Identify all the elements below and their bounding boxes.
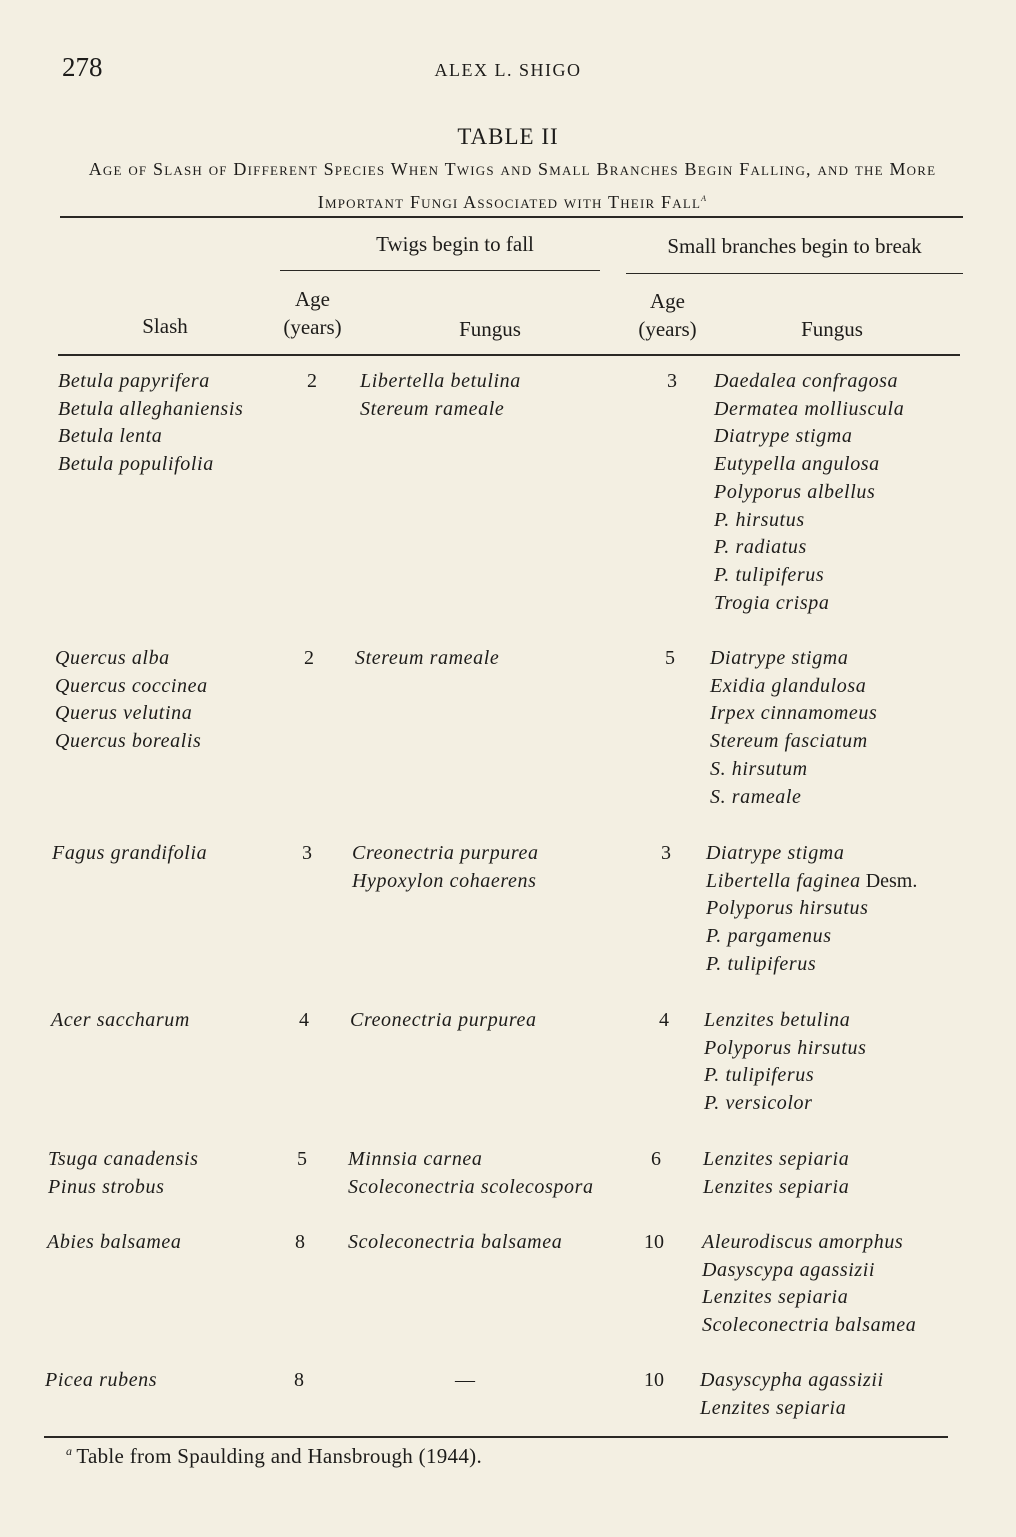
twig-fungus: Minnsia carnea	[348, 1148, 483, 1170]
slash-species-cell	[55, 645, 208, 756]
twig-fungus-cell	[455, 1367, 475, 1395]
branch-fungus: Lenzites betulina	[704, 1009, 851, 1031]
twig-fungus: Stereum rameale	[355, 647, 500, 669]
branch-fungus: P. hirsutus	[714, 508, 805, 531]
branch-fungus-cell	[700, 1367, 884, 1422]
branch-fungus: P. tulipiferus	[706, 952, 817, 975]
slash-species-cell	[58, 368, 243, 479]
twig-fungus-cell	[348, 1229, 562, 1257]
col-header-twig-age-line2: (years)	[283, 315, 342, 339]
branch-fungus-cell	[706, 840, 917, 979]
branch-fungus: Exidia glandulosa	[710, 674, 867, 697]
slash-species-cell	[47, 1229, 182, 1257]
twig-fungus-cell	[352, 840, 539, 895]
branch-fungus: Lenzites sepiaria	[700, 1396, 847, 1419]
branch-fungus: Dermatea molliuscula	[714, 397, 905, 420]
twigs-group-rule	[280, 270, 600, 271]
branch-age-cell: 10	[644, 1369, 664, 1391]
branch-fungus: P. pargamenus	[706, 925, 832, 948]
slash-species: Abies balsamea	[47, 1231, 182, 1253]
branch-fungus: S. rameale	[710, 785, 802, 808]
twig-fungus: —	[455, 1369, 475, 1391]
branch-fungus-cell	[714, 368, 904, 617]
slash-species-cell	[45, 1367, 157, 1395]
twig-age-cell: 2	[304, 647, 314, 669]
twig-age-cell: 3	[302, 842, 312, 864]
col-header-twig-age-line1: Age	[295, 287, 330, 311]
footnote-mark: a	[66, 1444, 73, 1458]
caption-text: Age of Slash of Different Species When Twigs and Small Branches Begin Falling, and the More Important Fungi Associated with Their Fall	[88, 159, 937, 212]
slash-species: Quercus borealis	[55, 730, 202, 753]
twig-fungus-cell	[350, 1007, 537, 1035]
bottom-rule	[44, 1436, 948, 1438]
branch-fungus: P. tulipiferus	[714, 563, 825, 586]
branch-fungus: Lenzites sepiaria	[702, 1286, 849, 1309]
group-header-branches: Small branches begin to break	[667, 234, 922, 258]
branch-fungus: Diatrype stigma	[710, 647, 849, 669]
branch-fungus: Diatrype stigma	[714, 425, 853, 448]
branch-fungus: Diatrype stigma	[706, 842, 845, 864]
table-caption	[60, 155, 965, 216]
branch-fungus: Dasyscypa agassizii	[702, 1258, 876, 1281]
branch-age-cell: 10	[644, 1231, 664, 1253]
col-header-branch-age-line2: (years)	[638, 317, 697, 341]
branch-fungus: Lenzites sepiaria	[703, 1175, 850, 1198]
slash-species-cell	[51, 1007, 190, 1035]
slash-species: Tsuga canadensis	[48, 1148, 199, 1170]
branch-fungus: Polyporus hirsutus	[706, 897, 869, 920]
twig-fungus: Creonectria purpurea	[352, 842, 539, 864]
twig-fungus: Stereum rameale	[360, 397, 505, 420]
branch-fungus: Eutypella angulosa	[714, 453, 880, 476]
slash-species: Fagus grandifolia	[52, 842, 208, 864]
twig-age-cell: 5	[297, 1148, 307, 1170]
caption-note-mark: a	[701, 190, 708, 204]
authority-suffix: Desm.	[860, 869, 918, 892]
branch-fungus: Libertella faginea Desm.	[706, 869, 918, 892]
slash-species: Betula papyrifera	[58, 370, 210, 392]
branch-age-cell: 3	[661, 842, 671, 864]
slash-species: Betula populifolia	[58, 453, 214, 476]
branch-fungus: Trogia crispa	[714, 591, 830, 614]
twig-fungus-cell	[348, 1146, 594, 1201]
branch-fungus: Daedalea confragosa	[714, 370, 899, 392]
branch-age-cell: 3	[667, 370, 677, 392]
branch-fungus: Irpex cinnamomeus	[710, 702, 878, 725]
branch-fungus: P. radiatus	[714, 536, 807, 559]
branch-fungus-cell	[704, 1007, 866, 1118]
branch-fungus-cell	[702, 1229, 916, 1340]
slash-species: Quercus alba	[55, 647, 170, 669]
top-rule	[60, 216, 963, 218]
slash-species: Acer saccharum	[51, 1009, 190, 1031]
footnote-text: Table from Spaulding and Hansbrough (1944).	[76, 1444, 482, 1468]
twig-fungus: Libertella betulina	[360, 370, 521, 392]
branch-fungus: Stereum fasciatum	[710, 730, 868, 753]
header-bottom-rule	[58, 354, 960, 356]
slash-species: Querus velutina	[55, 702, 193, 725]
branch-fungus: Dasyscypha agassizii	[700, 1369, 884, 1391]
branches-group-rule	[626, 273, 963, 274]
branch-fungus: P. tulipiferus	[704, 1064, 815, 1087]
twig-fungus-cell	[355, 645, 499, 673]
running-head: ALEX L. SHIGO	[434, 60, 582, 80]
twig-fungus: Scoleconectria scolecospora	[348, 1175, 594, 1198]
slash-species: Betula alleghaniensis	[58, 397, 244, 420]
branch-fungus: Aleurodiscus amorphus	[702, 1231, 904, 1253]
slash-species: Betula lenta	[58, 425, 163, 448]
branch-fungus: P. versicolor	[704, 1092, 813, 1115]
twig-fungus: Creonectria purpurea	[350, 1009, 537, 1031]
slash-species-cell	[52, 840, 207, 868]
twig-fungus: Hypoxylon cohaerens	[352, 869, 537, 892]
branch-fungus-cell	[710, 645, 877, 811]
col-header-slash: Slash	[142, 314, 188, 338]
branch-fungus-cell	[703, 1146, 849, 1201]
slash-species: Pinus strobus	[48, 1175, 165, 1198]
col-header-branch-fungus: Fungus	[801, 317, 863, 341]
branch-fungus: S. hirsutum	[710, 757, 808, 780]
slash-species: Picea rubens	[45, 1369, 158, 1391]
col-header-branch-age	[620, 287, 715, 343]
branch-fungus: Scoleconectria balsamea	[702, 1314, 917, 1337]
twig-age-cell: 8	[295, 1231, 305, 1253]
twig-age-cell: 4	[299, 1009, 309, 1031]
slash-species: Quercus coccinea	[55, 674, 208, 697]
col-header-twig-age	[265, 285, 360, 341]
group-header-twigs: Twigs begin to fall	[376, 232, 534, 256]
page-number: 278	[62, 52, 103, 82]
branch-fungus: Polyporus hirsutus	[704, 1036, 867, 1059]
twig-fungus: Scoleconectria balsamea	[348, 1231, 563, 1253]
twig-age-cell: 8	[294, 1369, 304, 1391]
twig-fungus-cell	[360, 368, 521, 423]
twig-age-cell: 2	[307, 370, 317, 392]
branch-age-cell: 6	[651, 1148, 661, 1170]
table-title: TABLE II	[457, 124, 559, 149]
footnote	[66, 1444, 482, 1469]
branch-age-cell: 4	[659, 1009, 669, 1031]
col-header-twig-fungus: Fungus	[459, 317, 521, 341]
branch-fungus: Polyporus albellus	[714, 480, 876, 503]
slash-species-cell	[48, 1146, 199, 1201]
col-header-branch-age-line1: Age	[650, 289, 685, 313]
branch-fungus: Lenzites sepiaria	[703, 1148, 850, 1170]
branch-age-cell: 5	[665, 647, 675, 669]
